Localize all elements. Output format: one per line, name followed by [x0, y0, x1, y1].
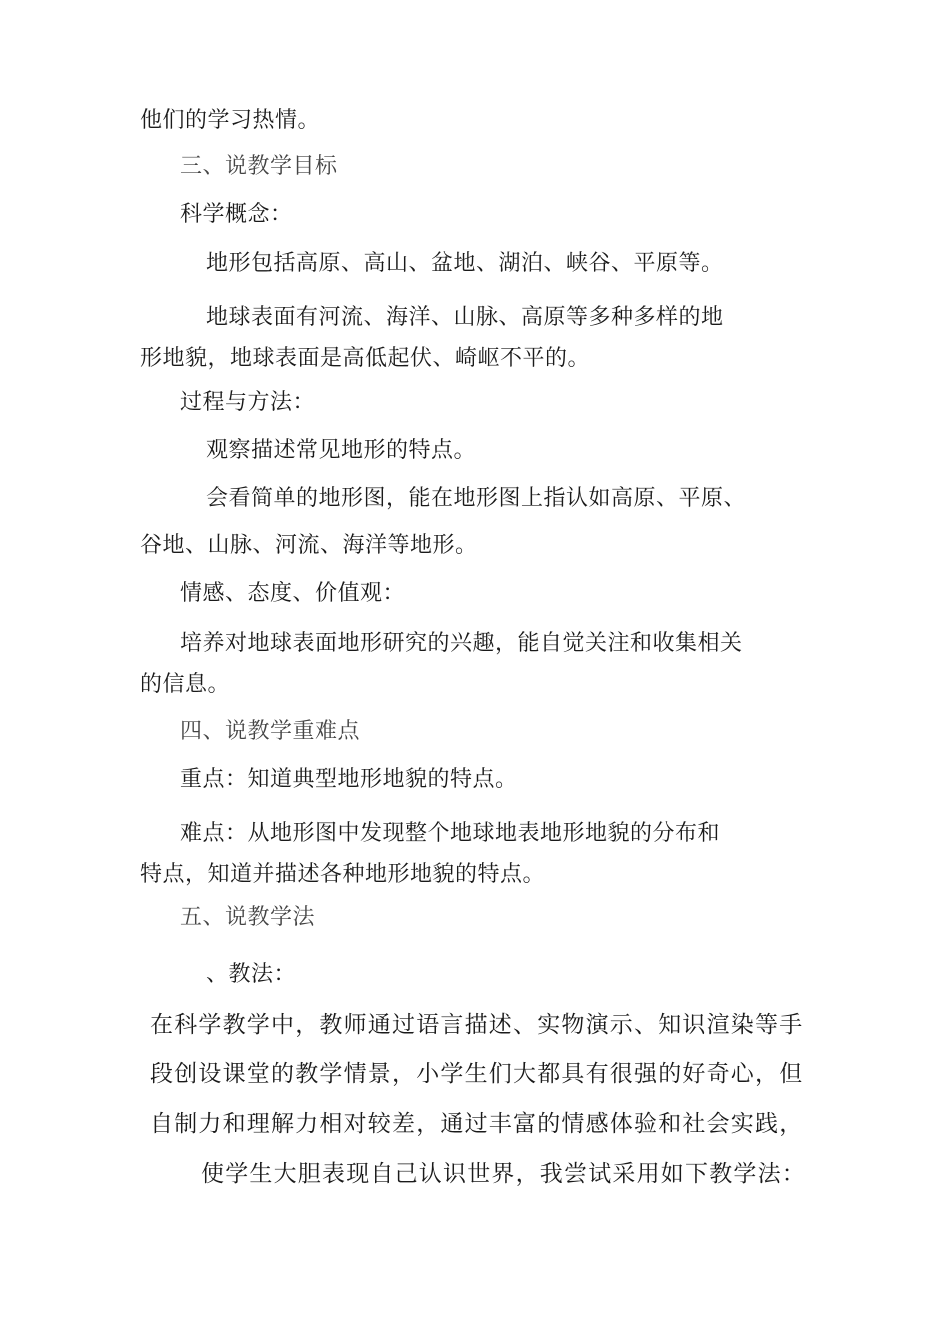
paragraph-line: 在科学教学中，教师通过语言描述、实物演示、知识渲染等手 [150, 1012, 804, 1038]
subheading: 、教法： [206, 962, 297, 987]
paragraph-line: 地形包括高原、高山、盆地、湖泊、峡谷、平原等。 [206, 251, 724, 276]
paragraph-line: 地球表面有河流、海洋、山脉、高原等多种多样的地 [206, 305, 724, 330]
paragraph-line: 难点：从地形图中发现整个地球地表地形地貌的分布和 [180, 821, 721, 846]
paragraph-line: 他们的学习热情。 [140, 108, 321, 133]
paragraph-line: 使学生大胆表现自己认识世界，我尝试采用如下教学法： [201, 1161, 806, 1187]
subheading: 过程与方法： [180, 390, 316, 415]
paragraph-line: 自制力和理解力相对较差，通过丰富的情感体验和社会实践， [150, 1111, 804, 1137]
paragraph-line: 观察描述常见地形的特点。 [206, 438, 477, 463]
subheading: 情感、态度、价值观： [180, 581, 406, 606]
section-heading: 五、说教学法 [180, 905, 316, 930]
paragraph-line: 段创设课堂的教学情景，小学生们大都具有很强的好奇心，但 [150, 1061, 804, 1087]
paragraph-line: 谷地、山脉、河流、海洋等地形。 [140, 533, 478, 558]
subheading: 科学概念： [180, 202, 293, 227]
section-heading: 四、说教学重难点 [180, 719, 361, 744]
paragraph-line: 培养对地球表面地形研究的兴趣，能自觉关注和收集相关 [180, 631, 743, 656]
paragraph-line: 会看简单的地形图，能在地形图上指认如高原、平原、 [206, 486, 747, 511]
paragraph-line: 重点：知道典型地形地貌的特点。 [180, 767, 518, 792]
paragraph-line: 特点，知道并描述各种地形地貌的特点。 [140, 862, 546, 887]
paragraph-line: 形地貌，地球表面是高低起伏、崎岖不平的。 [140, 346, 591, 371]
section-heading: 三、说教学目标 [180, 154, 338, 179]
paragraph-line: 的信息。 [140, 672, 231, 697]
